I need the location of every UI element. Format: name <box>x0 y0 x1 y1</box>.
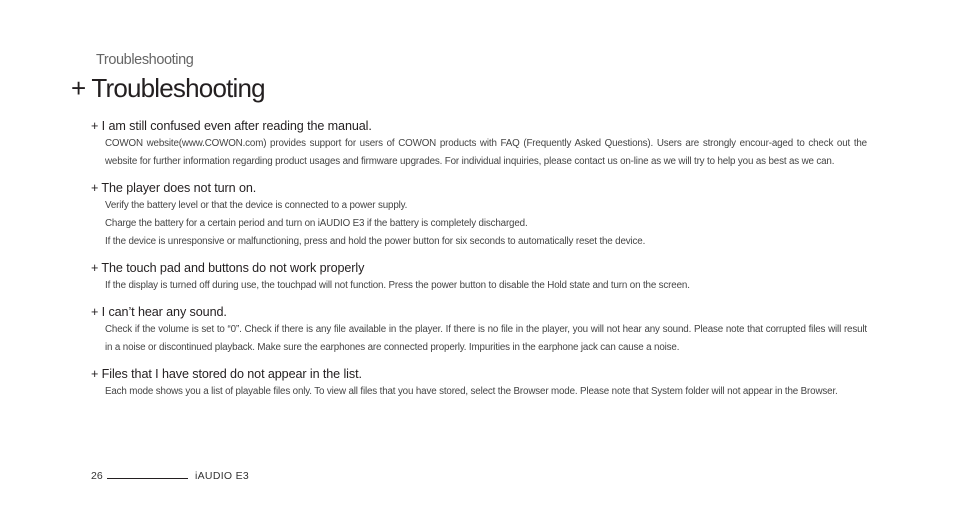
faq-list <box>91 117 871 409</box>
faq-item-touchpad <box>91 259 871 295</box>
faq-question: + The touch pad and buttons do not work properly <box>91 261 365 275</box>
faq-question: + I am still confused even after reading the manual. <box>91 119 372 133</box>
faq-answer-line: Each mode shows you a list of playable files only. To view all files that you have stored, select the Browser mode. Please note that System folder will not appear in the Browser. <box>105 386 838 397</box>
faq-question: + I can’t hear any sound. <box>91 305 227 319</box>
faq-answer-line: Charge the battery for a certain period and turn on iAUDIO E3 if the battery is completely discharged. <box>105 218 528 229</box>
faq-answer-line: COWON website(www.COWON.com) provides support for users of COWON products with FAQ (Frequently Asked Questions). Users are strongly encour-aged to check out the website for further information regarding product usages and firmware upgrades. For individual inquiries, please contact us on-line as we will try to help you as best as we can. <box>105 138 867 167</box>
faq-answer <box>105 321 867 357</box>
faq-answer <box>105 383 867 401</box>
page-number: 26 <box>91 470 103 482</box>
footer-divider <box>107 478 188 479</box>
page-title: + Troubleshooting <box>71 73 265 103</box>
faq-question: + The player does not turn on. <box>91 181 257 195</box>
faq-item-files <box>91 365 871 401</box>
faq-answer-line: Verify the battery level or that the device is connected to a power supply. <box>105 200 408 211</box>
faq-item-sound <box>91 303 871 357</box>
faq-answer <box>105 197 867 251</box>
faq-answer-line: If the display is turned off during use, the touchpad will not function. Press the power button to disable the Hold state and turn on the screen. <box>105 280 690 291</box>
faq-answer-line: Check if the volume is set to “0”. Check if there is any file available in the player. If there is no file in the player, you will not hear any sound. Please note that corrupted files will result in a noise or discontinued playback. Make sure the earphones are connected properly. Impurities in the earphone jack can cause a noise. <box>105 324 867 353</box>
faq-item-manual <box>91 117 871 171</box>
faq-question: + Files that I have stored do not appear in the list. <box>91 367 362 381</box>
faq-item-power <box>91 179 871 251</box>
faq-answer <box>105 277 867 295</box>
faq-answer <box>105 135 867 171</box>
faq-answer-line: If the device is unresponsive or malfunctioning, press and hold the power button for six seconds to automatically reset the device. <box>105 236 646 247</box>
running-header: Troubleshooting <box>96 52 194 68</box>
product-name: iAUDIO E3 <box>195 470 250 482</box>
